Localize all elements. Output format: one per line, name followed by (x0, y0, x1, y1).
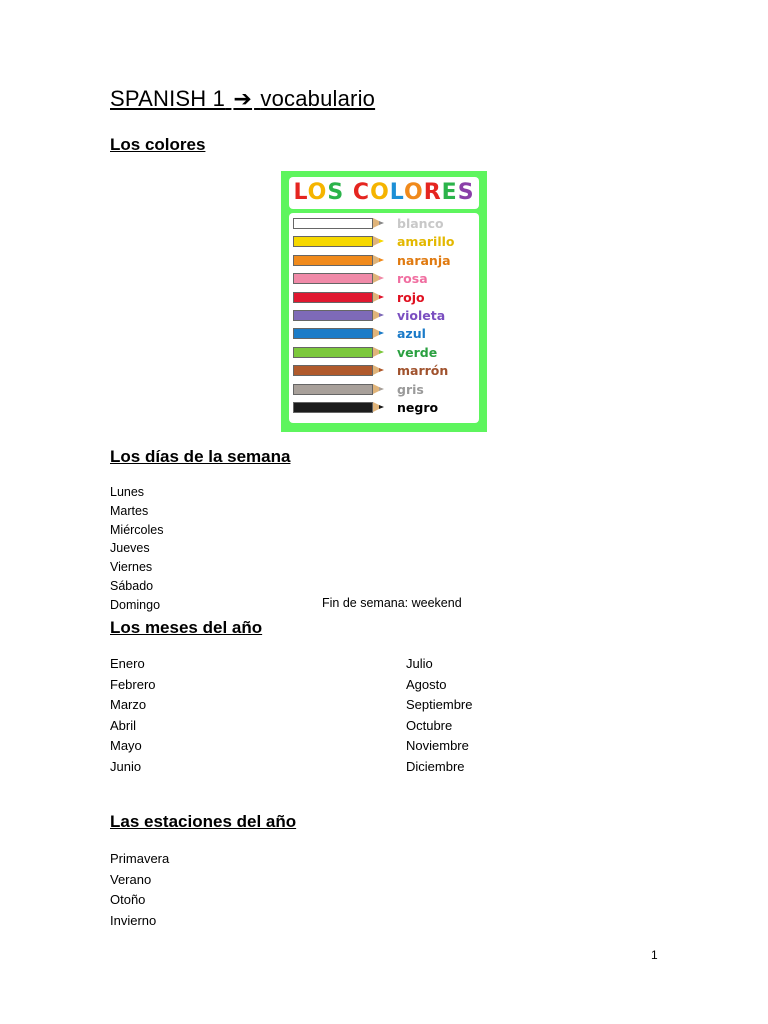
pencil-icon (293, 273, 373, 284)
color-row (293, 235, 477, 249)
poster-title-letter: E (441, 180, 458, 205)
color-word: negro (397, 400, 439, 415)
colores-poster (281, 171, 487, 432)
color-row (293, 291, 477, 305)
color-word: marrón (397, 363, 449, 379)
color-row (293, 217, 477, 231)
pencil-icon (293, 255, 373, 266)
heading-meses: Los meses del año (110, 618, 263, 637)
list-item: Diciembre (406, 758, 465, 774)
pencil-point (379, 276, 384, 280)
meses-col-1 (110, 654, 156, 778)
list-item: Febrero (110, 676, 156, 692)
poster-title-letter (344, 180, 353, 205)
poster-color-list (289, 213, 479, 423)
color-word: naranja (397, 252, 451, 268)
arrow-right-icon: ➔ (233, 86, 253, 111)
list-item: Julio (406, 656, 433, 671)
list-item: Domingo (110, 597, 161, 612)
pencil-icon (293, 310, 373, 321)
list-item: Marzo (110, 697, 147, 713)
page-title (110, 86, 375, 112)
list-item: Enero (110, 656, 145, 671)
pencil-point (379, 313, 384, 317)
color-word: blanco (397, 216, 444, 231)
poster-title-letter: O (307, 180, 328, 205)
title-text: SPANISH 1 (110, 86, 226, 111)
pencil-point (379, 331, 384, 335)
color-word: rojo (397, 289, 425, 305)
list-item: Noviembre (406, 738, 469, 754)
color-row (293, 364, 477, 378)
color-word: violeta (397, 308, 446, 323)
poster-title-letter: O (404, 180, 424, 205)
pencil-point (379, 258, 384, 262)
pencil-icon (293, 218, 373, 229)
pencil-icon (293, 347, 373, 358)
meses-col-2 (406, 654, 472, 778)
list-item: Octubre (406, 717, 453, 733)
pencil-point (379, 368, 384, 372)
pencil-icon (293, 328, 373, 339)
title-subtitle: vocabulario (260, 86, 376, 111)
list-item: Jueves (110, 541, 150, 556)
heading-colores: Los colores (110, 135, 206, 154)
list-item: Septiembre (406, 697, 473, 713)
list-item: Miércoles (110, 522, 164, 537)
pencil-point (379, 405, 384, 409)
poster-footer (281, 424, 487, 428)
pencil-icon (293, 384, 373, 395)
page-number: 1 (651, 948, 658, 962)
color-row (293, 383, 477, 397)
poster-title-letter: L (293, 180, 308, 205)
list-item: Martes (110, 503, 149, 518)
color-row (293, 401, 477, 415)
list-item: Mayo (110, 738, 142, 754)
color-row (293, 309, 477, 323)
pencil-point (379, 239, 384, 243)
pencil-icon (293, 402, 373, 413)
color-row (293, 327, 477, 341)
color-row (293, 346, 477, 360)
pencil-point (379, 350, 384, 354)
poster-title-letter: R (423, 180, 442, 205)
heading-dias: Los días de la semana (110, 447, 291, 466)
poster-title-letter: C (352, 180, 371, 205)
color-word: azul (397, 326, 426, 342)
list-item: Sábado (110, 578, 154, 593)
list-item: Lunes (110, 485, 145, 499)
pencil-icon (293, 292, 373, 303)
list-item: Agosto (406, 676, 447, 692)
estaciones-list (110, 849, 169, 931)
pencil-icon (293, 236, 373, 247)
poster-title-letter: L (389, 180, 404, 205)
list-item: Abril (110, 717, 137, 733)
color-word: gris (397, 381, 424, 397)
weekend-note: Fin de semana: weekend (322, 596, 462, 610)
pencil-point (379, 387, 384, 391)
poster-title-letter: S (457, 180, 475, 205)
poster-title-letter: S (327, 180, 345, 205)
color-row (293, 272, 477, 286)
heading-estaciones: Las estaciones del año (110, 812, 297, 831)
list-item: Junio (110, 758, 142, 774)
pencil-icon (293, 365, 373, 376)
list-item: Otoño (110, 892, 146, 908)
pencil-point (379, 221, 384, 225)
list-item: Invierno (110, 912, 157, 928)
pencil-point (379, 295, 384, 299)
poster-title (289, 177, 479, 209)
list-item: Primavera (110, 851, 170, 866)
color-word: verde (397, 344, 438, 360)
color-word: rosa (397, 271, 428, 287)
color-row (293, 254, 477, 268)
dias-list (110, 483, 164, 615)
color-word: amarillo (397, 234, 455, 250)
poster-title-letter: O (370, 180, 390, 205)
list-item: Verano (110, 871, 152, 887)
list-item: Viernes (110, 560, 153, 575)
